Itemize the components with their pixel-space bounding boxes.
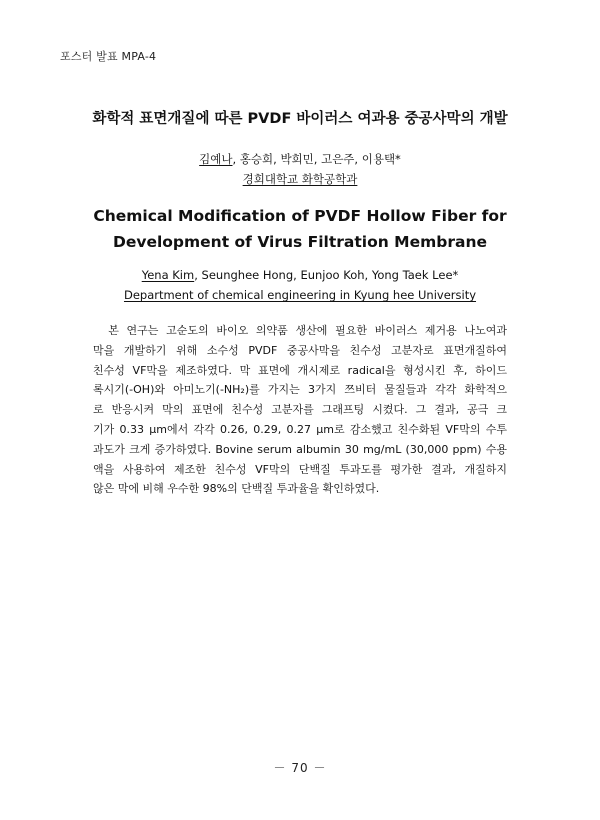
english-title-line-1: Chemical Modification of PVDF Hollow Fiber for	[93, 207, 507, 225]
session-label: 포스터 발표 MPA-4	[60, 50, 157, 63]
korean-coauthors: , 홍승희, 박희민, 고은주, 이용택*	[232, 152, 401, 166]
abstract-body	[93, 321, 507, 499]
abstract-line: 않은 막에 비해 우수한 98%의 단백질 투과율을 확인하였다.	[93, 482, 380, 496]
abstract-line: 과도가 크게 증가하였다. Bovine serum albumin 30 mg/mL (30,000 ppm) 수용	[93, 442, 507, 456]
korean-authors	[0, 151, 600, 167]
abstract-line: 친수성 VF막을 제조하였다. 막 표면에 개시제로 radical을 형성시킨 후, 하이드	[93, 363, 507, 377]
korean-first-author: 김예나	[199, 152, 233, 166]
korean-affiliation: 경희대학교 화학공학과	[242, 172, 358, 186]
korean-title: 화학적 표면개질에 따른 PVDF 바이러스 여과용 중공사막의 개발	[92, 111, 508, 127]
english-affiliation: Department of chemical engineering in Kyung hee University	[123, 288, 477, 302]
english-title	[0, 203, 600, 255]
english-title-line-2: Development of Virus Filtration Membrane	[112, 233, 488, 251]
abstract-line: 로 반응시켜 막의 표면에 친수성 고분자를 그래프팅 시켰다. 그 결과, 공극 크	[93, 403, 507, 417]
abstract-line: 본 연구는 고순도의 바이오 의약품 생산에 필요한 바이러스 제거용 나노여과	[93, 324, 507, 337]
english-coauthors: , Seunghee Hong, Eunjoo Koh, Yong Taek Lee*	[194, 268, 459, 282]
abstract-line: 기가 0.33 μm에서 각각 0.26, 0.29, 0.27 μm로 감소했고 친수화된 VF막의 수투	[93, 422, 507, 436]
english-authors	[0, 268, 600, 282]
abstract-line: 록시기(-OH)와 아미노기(-NH₂)를 가지는 3가지 쯔비터 물질들과 각각 화학적으	[93, 383, 507, 397]
abstract-line: 액을 사용하여 제조한 친수성 VF막의 단백질 투과도를 평가한 결과, 개질하지	[93, 462, 507, 476]
page-number: － 70 －	[273, 761, 327, 775]
english-first-author: Yena Kim	[141, 268, 195, 282]
abstract-line: 막을 개발하기 위해 소수성 PVDF 중공사막을 친수성 고분자로 표면개질하여	[93, 343, 507, 357]
